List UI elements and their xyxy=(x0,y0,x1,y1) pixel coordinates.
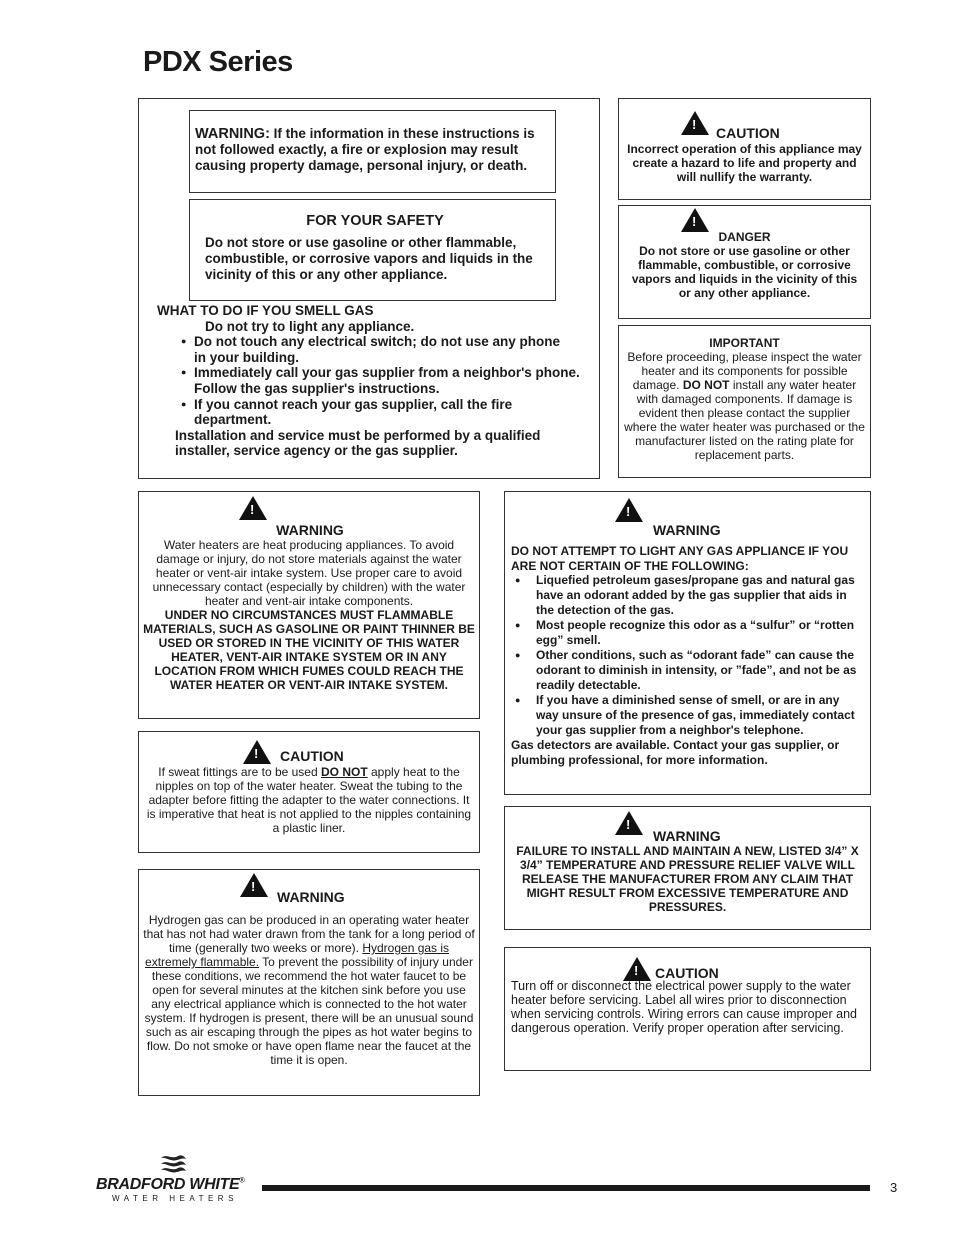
smell-gas-first: Do not try to light any appliance. xyxy=(205,318,415,334)
warning-label: WARNING xyxy=(277,889,345,905)
footer-rule xyxy=(262,1185,870,1191)
page-number: 3 xyxy=(890,1180,898,1195)
safety-text: Do not store or use gasoline or other flammable, combustible, or corrosive vapors and liquids in the vicinity of this or any other appliance. xyxy=(205,235,533,282)
smell-gas-section xyxy=(157,303,592,459)
for-your-safety-box xyxy=(189,199,556,301)
fire-warning-box xyxy=(189,110,556,193)
important-box xyxy=(618,325,871,478)
warning-label: WARNING xyxy=(653,522,721,538)
brand-flame-icon xyxy=(158,1154,188,1176)
brand-subtitle: WATER HEATERS xyxy=(112,1194,238,1203)
warning-triangle-icon xyxy=(681,208,709,232)
danger-box xyxy=(618,205,871,319)
brand-logo: BRADFORD WHITE® xyxy=(96,1176,245,1193)
warning-triangle-icon xyxy=(240,873,268,897)
fire-warning-text: WARNING: If the information in these instructions is not followed exactly, a fire or explosion may result causing property damage, personal injury, or death. xyxy=(195,126,535,173)
warning-gas-intro: DO NOT ATTEMPT TO LIGHT ANY GAS APPLIANCE IF YOU ARE NOT CERTAIN OF THE FOLLOWING: xyxy=(511,544,849,573)
smell-gas-list xyxy=(157,334,592,428)
caution-label: CAUTION xyxy=(716,125,780,141)
safety-title: FOR YOUR SAFETY xyxy=(306,213,444,229)
warning-triangle-icon xyxy=(243,740,271,764)
caution-power-text: Turn off or disconnect the electrical power supply to the water heater before servicing. Label all wires prior to disconnection when servicing controls. Wiring errors can cause improper and dangerous operation. Verify proper operation after servicing. xyxy=(511,979,857,1035)
warning-label: WARNING xyxy=(276,522,344,538)
caution-power-box xyxy=(504,947,871,1071)
warning-flammable-text: Water heaters are heat producing appliances. To avoid damage or injury, do not store materials against the water heater or vent-air intake system. Use proper care to avoid unnecessary contact (especially by children) with the water heater and vent-air intake components. xyxy=(152,538,466,608)
fire-warning-label: WARNING: xyxy=(195,126,270,142)
warning-gas-list xyxy=(511,573,864,738)
warning-triangle-icon xyxy=(239,496,267,520)
warning-hydrogen-box xyxy=(138,869,480,1096)
list-item: ● Liquefied petroleum gases/propane gas and natural gas have an odorant added by the gas supplier that aids in the detection of the gas. xyxy=(511,573,864,618)
warning-triangle-icon xyxy=(623,957,651,981)
warning-triangle-icon xyxy=(681,111,709,135)
caution-sweat-text: If sweat fittings are to be used DO NOT apply heat to the nipples on top of the water heater. Sweat the tubing to the adapter before fitting the adapter to the water connections. It is imperative that heat is not applied to the nipples containing a plastic liner. xyxy=(146,765,472,835)
warning-triangle-icon xyxy=(615,811,643,835)
caution-label: CAUTION xyxy=(655,965,719,981)
warning-gas-outro: Gas detectors are available. Contact your gas supplier, or plumbing professional, for more information. xyxy=(511,738,840,767)
danger-text: Do not store or use gasoline or other flammable, combustible, or corrosive vapors and liquids in the vicinity of this or any other appliance. xyxy=(631,244,858,300)
caution-operation-text: Incorrect operation of this appliance may create a hazard to life and property and will nullify the warranty. xyxy=(627,142,862,184)
caution-operation-box xyxy=(618,98,871,200)
list-item: ● If you cannot reach your gas supplier, call the fire department. xyxy=(177,397,592,428)
list-item: ● Most people recognize this odor as a “sulfur” or “rotten egg” smell. xyxy=(511,618,864,648)
list-item: ● Immediately call your gas supplier from a neighbor's phone. Follow the gas supplier's instructions. xyxy=(177,365,592,396)
install-text: Installation and service must be performed by a qualified installer, service agency or the gas supplier. xyxy=(175,427,541,459)
warning-gas-box xyxy=(504,491,871,795)
warning-flammable-bold-text: UNDER NO CIRCUMSTANCES MUST FLAMMABLE MATERIALS, SUCH AS GASOLINE OR PAINT THINNER BE USED OR STORED IN THE VICINITY OF THIS WATER HEATER, VENT-AIR INTAKE SYSTEM OR IN ANY LOCATION FROM WHICH FUMES COULD REACH THE WATER HEATER OR VENT-AIR INTAKE SYSTEM. xyxy=(143,608,475,692)
warning-triangle-icon xyxy=(615,498,643,522)
list-item: ● Other conditions, such as “odorant fade” can cause the odorant to diminish in intensity, or ”fade”, and not be as readily detectable. xyxy=(511,648,864,693)
warning-relief-box xyxy=(504,806,871,930)
warning-relief-text: FAILURE TO INSTALL AND MAINTAIN A NEW, LISTED 3/4” X 3/4” TEMPERATURE AND PRESSURE RELIEF VALVE WILL RELEASE THE MANUFACTURER FROM ANY CLAIM THAT MIGHT RESULT FROM EXCESSIVE TEMPERATURE AND PRESSURES. xyxy=(516,844,859,914)
important-label: IMPORTANT xyxy=(709,336,780,350)
smell-gas-title: WHAT TO DO IF YOU SMELL GAS xyxy=(157,303,374,318)
warning-hydrogen-text: Hydrogen gas can be produced in an operating water heater that has not had water drawn from the tank for a long period of time (generally two weeks or more). Hydrogen gas is extremely flammable. To prevent the possibility of injury under these conditions, we recommend the hot water faucet to be open for several minutes at the kitchen sink before you use any electrical appliance which is connected to the hot water system. If hydrogen is present, there will be an unusual sound such as air escaping through the pipes as hot water begins to flow. Do not smoke or have open flame near the faucet at the time it is open. xyxy=(143,913,475,1067)
list-item: ● Do not touch any electrical switch; do not use any phone in your building. xyxy=(177,334,592,365)
caution-label: CAUTION xyxy=(280,748,344,764)
warning-label: WARNING xyxy=(653,828,721,844)
important-text: Before proceeding, please inspect the water heater and its components for possible damage. DO NOT install any water heater with damaged components. If damage is evident then please contact the supplier where the water heater was purchased or the manufacturer listed on the rating plate for replacement parts. xyxy=(624,350,865,462)
list-item: ● If you have a diminished sense of smell, or are in any way unsure of the presence of gas, immediately contact your gas supplier from a neighbor's telephone. xyxy=(511,693,864,738)
page-title: PDX Series xyxy=(143,46,293,78)
danger-label: DANGER xyxy=(718,230,771,244)
warning-flammable-box xyxy=(138,491,480,719)
caution-sweat-box xyxy=(138,731,480,853)
